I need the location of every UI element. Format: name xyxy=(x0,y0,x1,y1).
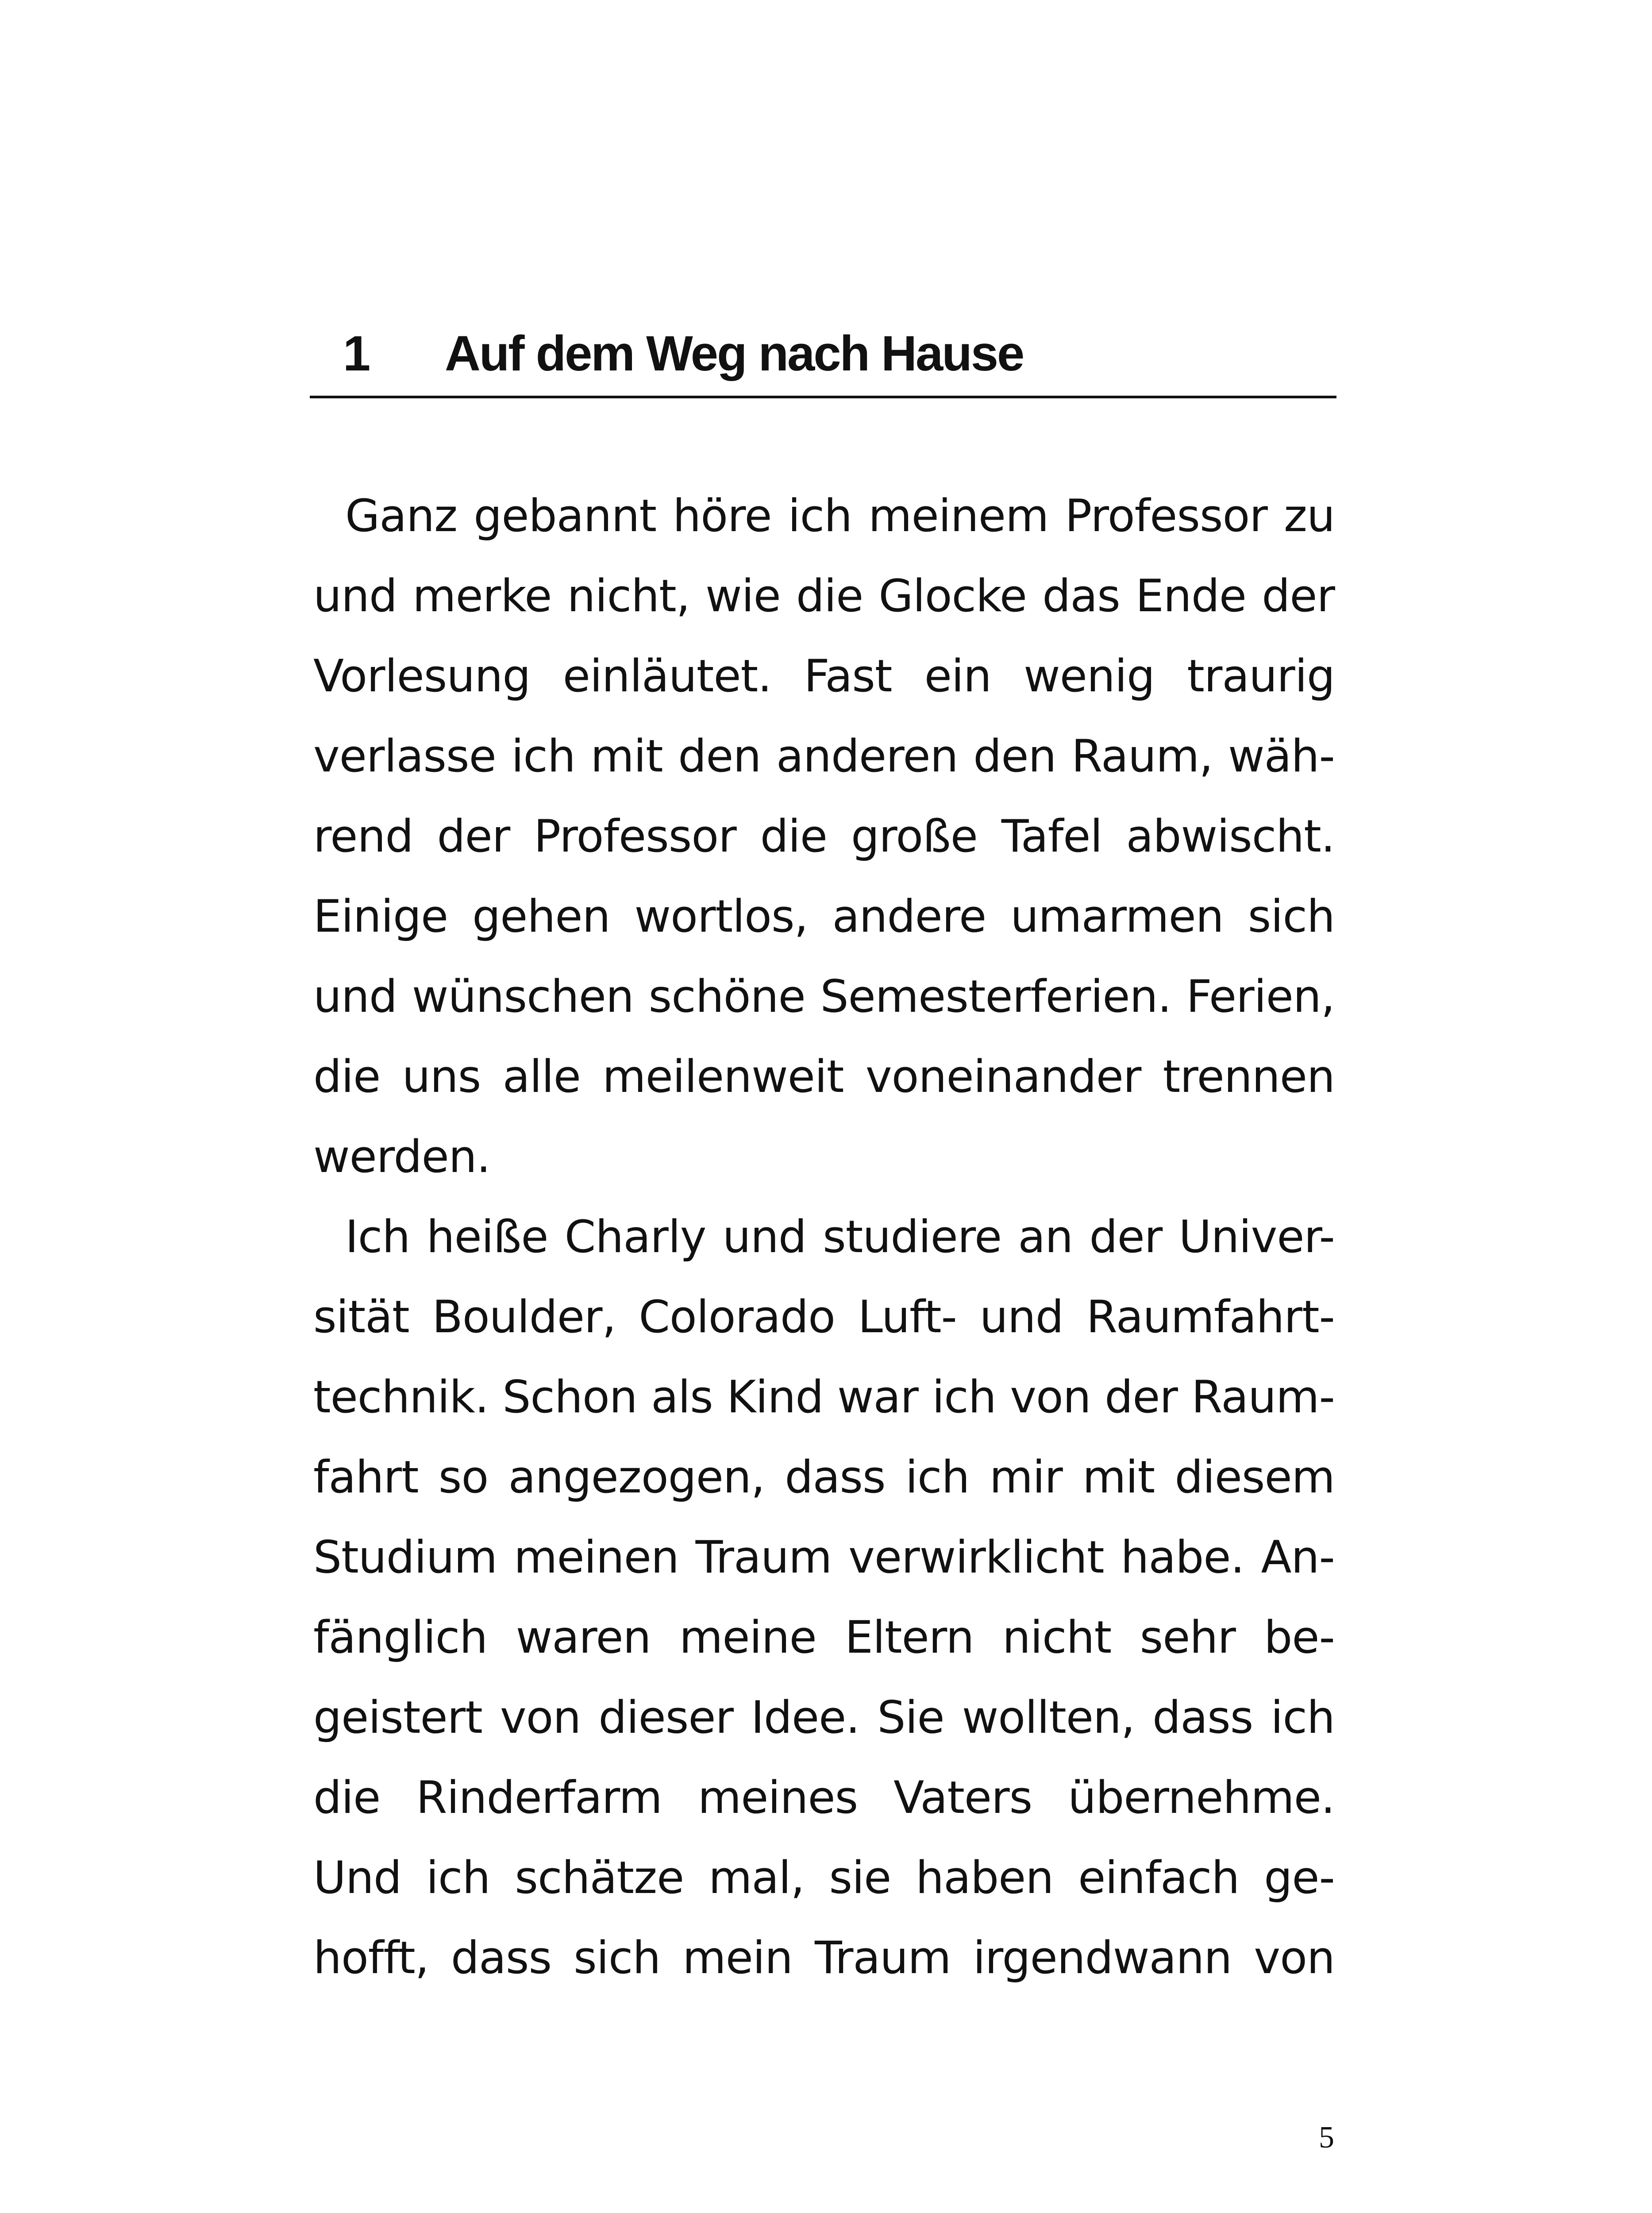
text-line: Vorlesung einläutet. Fast ein wenig traurig xyxy=(313,650,1335,702)
chapter-title: Auf dem Weg nach Hause xyxy=(445,326,1024,381)
text-line: Ganz gebannt höre ich meinem Professor zu xyxy=(345,490,1335,542)
text-line: die uns alle meilenweit voneinander trennen xyxy=(313,1050,1335,1103)
text-line: sität Boulder, Colorado Luft- und Raumfahrt- xyxy=(313,1291,1335,1343)
text-line: hofft, dass sich mein Traum irgendwann von xyxy=(313,1932,1335,1984)
text-line: und wünschen schöne Semesterferien. Ferien, xyxy=(313,970,1335,1022)
text-line: rend der Professor die große Tafel abwischt. xyxy=(313,810,1335,862)
text-line: Studium meinen Traum verwirklicht habe. An- xyxy=(313,1531,1335,1583)
text-line: technik. Schon als Kind war ich von der Raum- xyxy=(313,1371,1335,1423)
text-line: werden. xyxy=(313,1130,490,1183)
text-line: Ich heiße Charly und studiere an der Univer- xyxy=(345,1211,1335,1263)
paragraph-1 xyxy=(313,476,1335,1197)
chapter-heading xyxy=(310,314,1336,398)
text-line: fänglich waren meine Eltern nicht sehr be- xyxy=(313,1611,1335,1663)
text-line: verlasse ich mit den anderen den Raum, wäh- xyxy=(313,730,1335,782)
text-line: die Rinderfarm meines Vaters übernehme. xyxy=(313,1771,1335,1824)
page-number: 5 xyxy=(1319,2120,1334,2155)
paragraph-2 xyxy=(313,1197,1335,1998)
text-line: geistert von dieser Idee. Sie wollten, dass ich xyxy=(313,1691,1335,1743)
text-line: und merke nicht, wie die Glocke das Ende der xyxy=(313,570,1335,622)
text-line: Einige gehen wortlos, andere umarmen sich xyxy=(313,890,1335,942)
chapter-number: 1 xyxy=(343,326,370,381)
body-text xyxy=(313,476,1335,1998)
text-line: Und ich schätze mal, sie haben einfach ge- xyxy=(313,1851,1335,1904)
text-line: fahrt so angezogen, dass ich mir mit diesem xyxy=(313,1451,1335,1503)
